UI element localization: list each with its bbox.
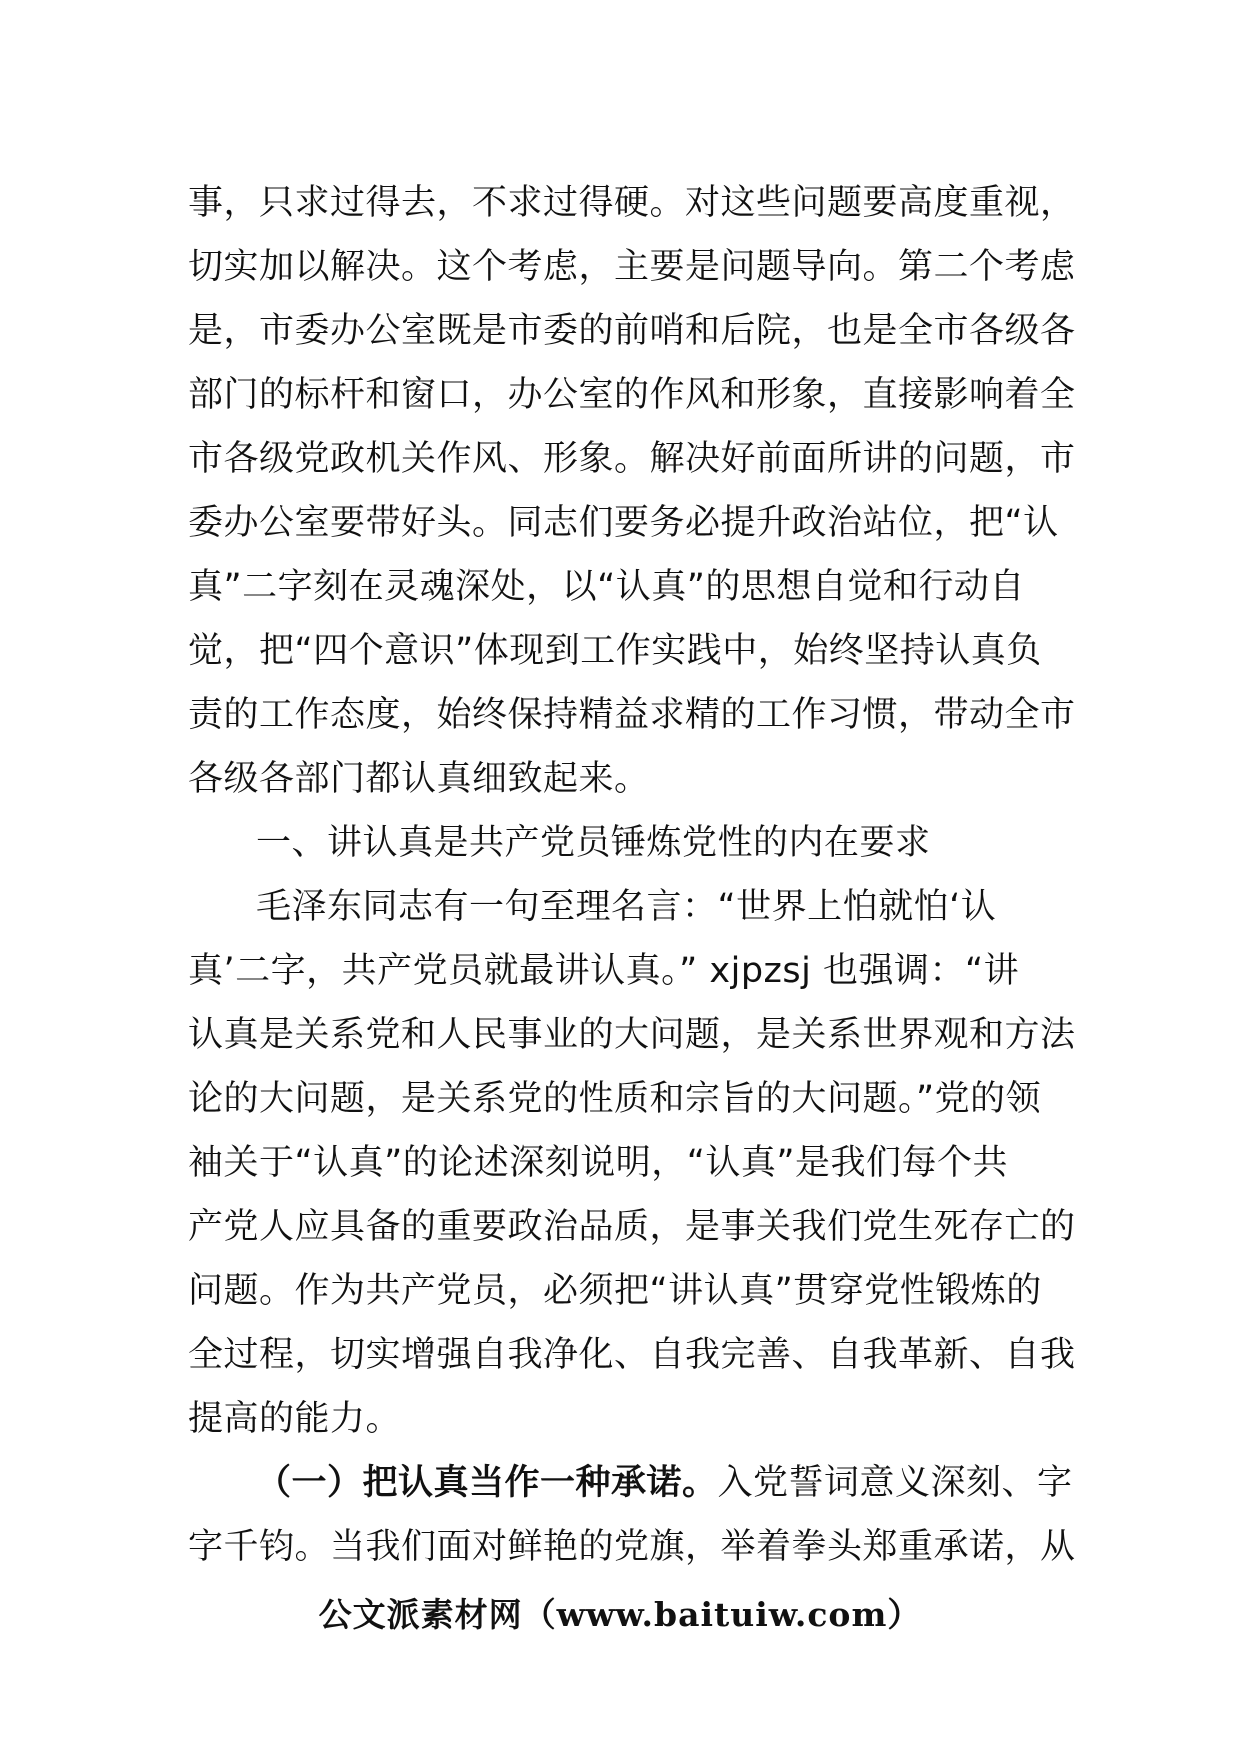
body-line-19: 全过程，切实增强自我净化、自我完善、自我革新、自我	[188, 1335, 1076, 1375]
body-line-10: 各级各部门都认真细致起来。	[188, 759, 650, 799]
body-line-1: 事，只求过得去，不求过得硬。对这些问题要高度重视，	[188, 183, 1076, 223]
body-line-8: 觉，把“四个意识”体现到工作实践中，始终坚持认真负	[188, 631, 1042, 671]
body-line-22: 字千钧。当我们面对鲜艳的党旗，举着拳头郑重承诺，从	[188, 1527, 1076, 1567]
body-line-13: 真’二字，共产党员就最讲认真。” xjpzsj 也强调：“讲	[188, 951, 1020, 991]
body-line-15: 论的大问题，是关系党的性质和宗旨的大问题。”党的领	[188, 1079, 1042, 1119]
section-heading: 一、讲认真是共产党员锤炼党性的内在要求	[256, 823, 931, 863]
subheading-line	[256, 1450, 1073, 1516]
subheading-bold-text: （一）把认真当作一种承诺。	[256, 1463, 718, 1503]
body-line-5: 市各级党政机关作风、形象。解决好前面所讲的问题，市	[188, 439, 1076, 479]
body-line-7: 真”二字刻在灵魂深处，以“认真”的思想自觉和行动自	[188, 567, 1025, 607]
body-line-9: 责的工作态度，始终保持精益求精的工作习惯，带动全市	[188, 695, 1076, 735]
body-line-2: 切实加以解决。这个考虑，主要是问题导向。第二个考虑	[188, 247, 1076, 287]
body-line-6: 委办公室要带好头。同志们要务必提升政治站位，把“认	[188, 503, 1059, 543]
body-line-16: 袖关于“认真”的论述深刻说明，“认真”是我们每个共	[188, 1143, 1009, 1183]
body-line-18: 问题。作为共产党员，必须把“讲认真”贯穿党性锻炼的	[188, 1271, 1042, 1311]
body-line-4: 部门的标杆和窗口，办公室的作风和形象，直接影响着全	[188, 375, 1076, 415]
footer-watermark: 公文派素材网（www.baituiw.com）	[318, 1595, 922, 1634]
body-line-12: 毛泽东同志有一句至理名言：“世界上怕就怕‘认	[256, 887, 997, 927]
body-line-17: 产党人应具备的重要政治品质，是事关我们党生死存亡的	[188, 1207, 1076, 1247]
body-line-14: 认真是关系党和人民事业的大问题，是关系世界观和方法	[188, 1015, 1076, 1055]
subheading-rest-text: 入党誓词意义深刻、字	[717, 1463, 1073, 1503]
body-line-3: 是，市委办公室既是市委的前哨和后院，也是全市各级各	[188, 311, 1076, 351]
body-line-20: 提高的能力。	[188, 1399, 402, 1439]
